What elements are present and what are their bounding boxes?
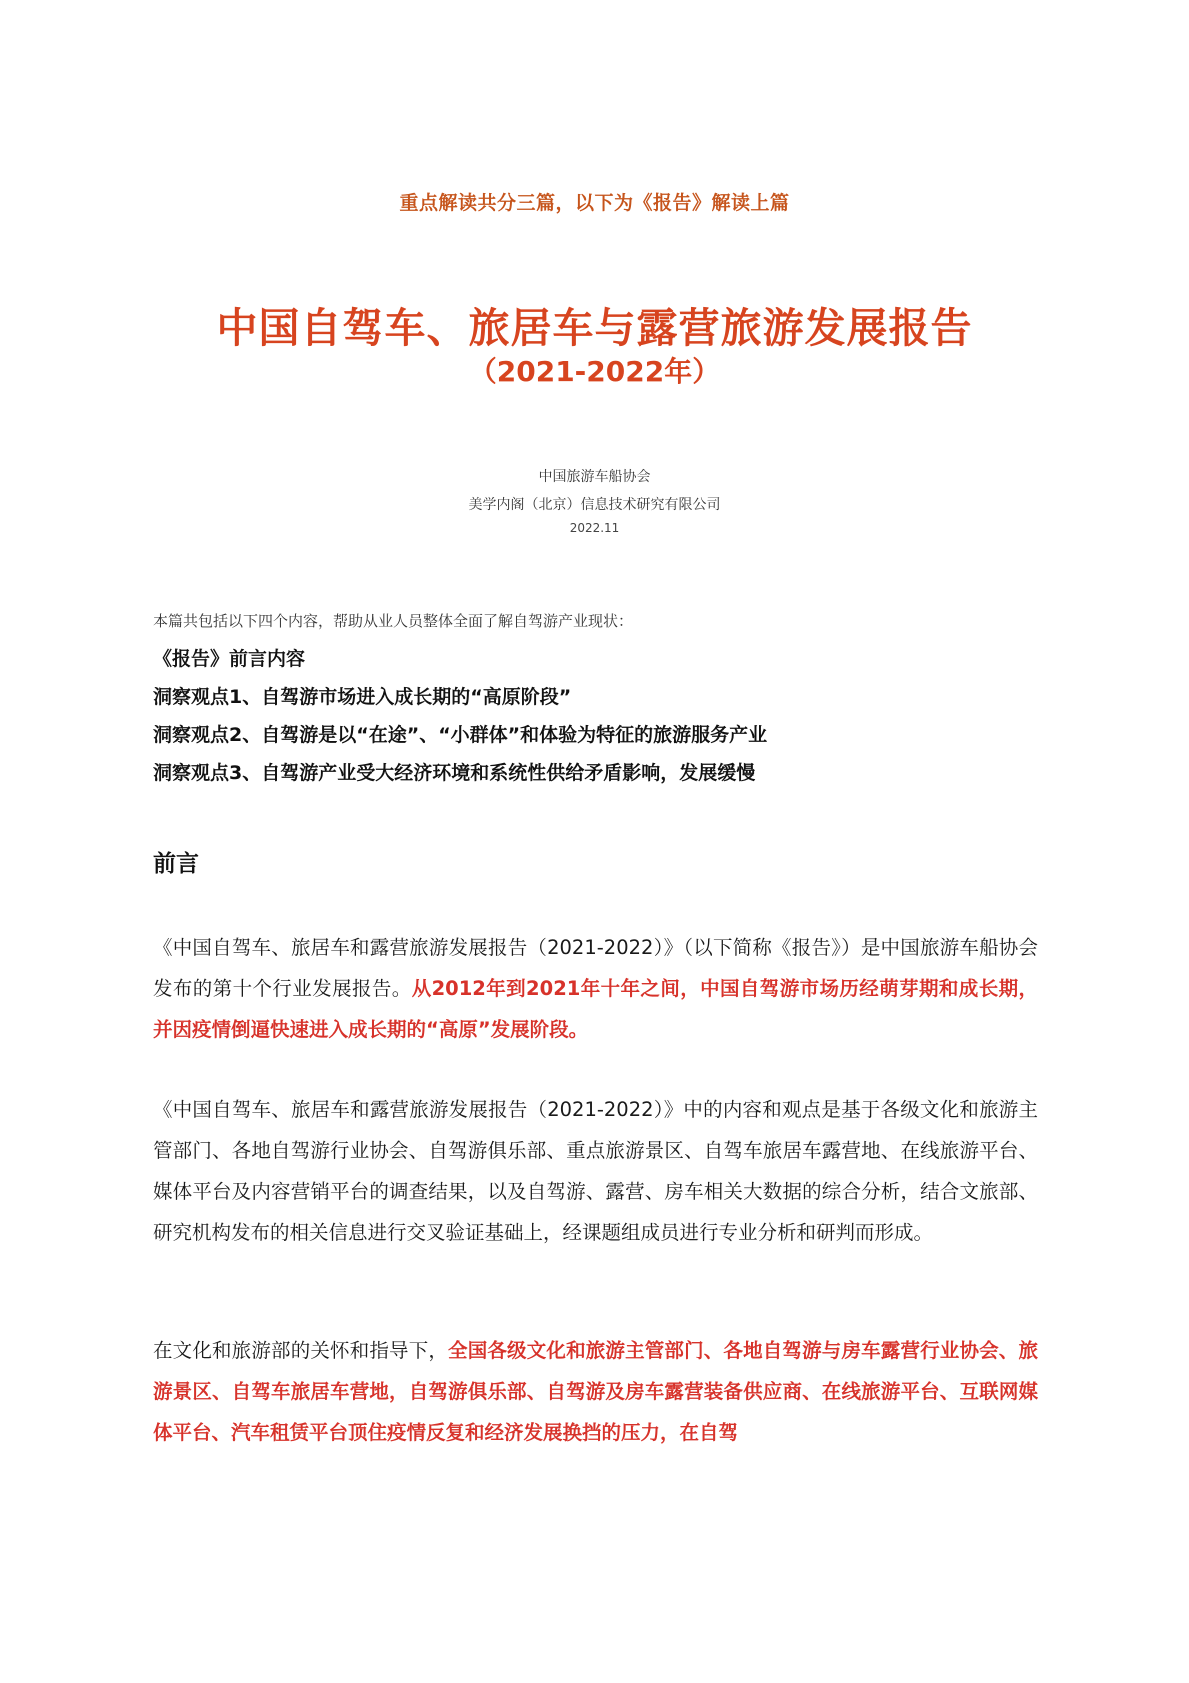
preface-paragraph-1 (153, 927, 1038, 1050)
contents-item: 洞察观点2、自驾游是以“在途”、“小群体”和体验为特征的旅游服务产业 (153, 724, 768, 746)
report-years: （2021-2022年） (468, 355, 721, 388)
publisher-company: 美学内阁（北京）信息技术研究有限公司 (468, 497, 721, 513)
overview-intro: 本篇共包括以下四个内容，帮助从业人员整体全面了解自驾游产业现状： (153, 612, 634, 630)
paragraph-text: 在文化和旅游部的关怀和指导下， (153, 1339, 449, 1362)
series-intro-note: 重点解读共分三篇，以下为《报告》解读上篇 (399, 192, 790, 214)
contents-item: 《报告》前言内容 (153, 648, 306, 670)
contents-list (153, 640, 1038, 792)
preface-heading: 前言 (153, 851, 199, 877)
highlighted-text: 全国各级文化和旅游主管部门、各地自驾游与房车露营行业协会、旅游景区、自驾车旅居车营地，自驾游俱乐部、自驾游及房车露营装备供应商、在线旅游平台、互联网媒体平台、汽车租赁平台顶住疫情反复和经济发展换挡的压力，在自驾 (153, 1339, 1038, 1444)
paragraph-text: 《中国自驾车、旅居车和露营旅游发展报告（2021-2022）》（以下简称《报告》）是中国旅游车船协会发布的第十个行业发展报告。 (153, 936, 1038, 1000)
contents-item: 洞察观点3、自驾游产业受大经济环境和系统性供给矛盾影响，发展缓慢 (153, 762, 756, 784)
preface-paragraph-3 (153, 1330, 1038, 1453)
preface-paragraph-2: 《中国自驾车、旅居车和露营旅游发展报告（2021-2022）》中的内容和观点是基于各级文化和旅游主管部门、各地自驾游行业协会、自驾游俱乐部、重点旅游景区、自驾车旅居车露营地、在线旅游平台、媒体平台及内容营销平台的调查结果，以及自驾游、露营、房车相关大数据的综合分析，结合文旅部、研究机构发布的相关信息进行交叉验证基础上，经课题组成员进行专业分析和研判而形成。 (153, 1098, 1038, 1244)
publisher-association: 中国旅游车船协会 (538, 469, 651, 485)
report-title: 中国自驾车、旅居车与露营旅游发展报告 (216, 304, 973, 352)
contents-item: 洞察观点1、自驾游市场进入成长期的“高原阶段” (153, 686, 572, 708)
publish-date: 2022.11 (569, 521, 620, 535)
highlighted-text: 从2012年到2021年十年之间，中国自驾游市场历经萌芽期和成长期，并因疫情倒逼快速进入成长期的“高原”发展阶段。 (153, 977, 1038, 1041)
